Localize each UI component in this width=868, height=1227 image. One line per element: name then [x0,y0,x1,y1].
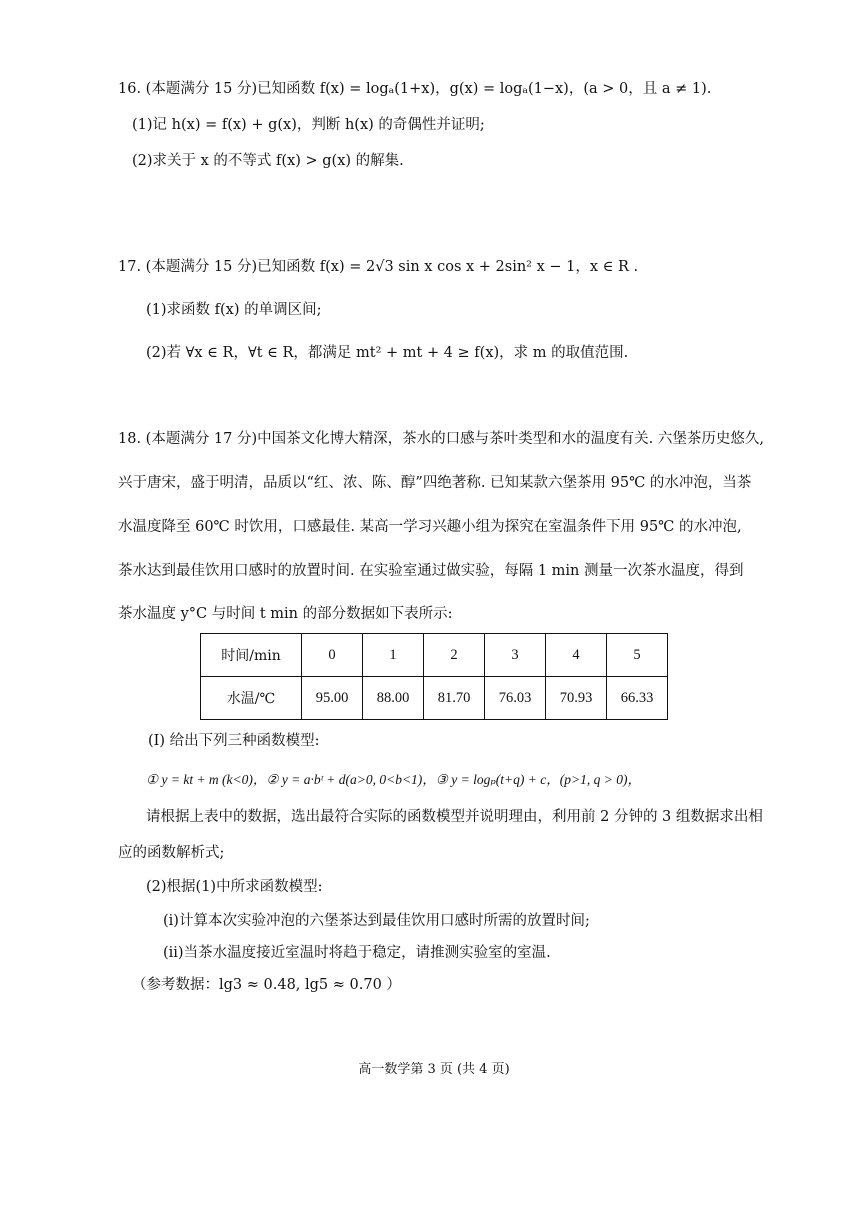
q18-line2: 兴于唐宋，盛于明清，品质以“红、浓、陈、醇”四绝著称. 已知某款六堡茶用 95℃ 的水冲泡，当茶 [118,475,752,491]
q16-part2: (2)求关于 x 的不等式 f(x) > g(x) 的解集. [132,153,404,169]
q18-line5: 茶水温度 y°C 与时间 t min 的部分数据如下表所示: [118,606,453,622]
table-row-time [201,634,668,677]
table-cell: 3 [485,634,546,677]
table-cell: 4 [546,634,607,677]
q18-models: ① y = kt + m (k<0)，② y = a·bᵗ + d(a>0, 0<b<1)，③ y = logₚ(t+q) + c，(p>1, q > 0)， [146,772,641,787]
table-cell: 88.00 [363,677,424,720]
q18-line4: 茶水达到最佳饮用口感时的放置时间. 在实验室通过做实验，每隔 1 min 测量一次茶水温度，得到 [118,563,744,579]
q17-part2: (2)若 ∀x ∈ R，∀t ∈ R，都满足 mt² + mt + 4 ≥ f(x)，求 m 的取值范围. [146,345,629,361]
table-cell: 66.33 [607,677,668,720]
table-cell: 1 [363,634,424,677]
table-cell: 76.03 [485,677,546,720]
table-cell: 2 [424,634,485,677]
q18-sub3ii: (ii)当茶水温度接近室温时将趋于稳定，请推测实验室的室温. [163,945,551,961]
temperature-table [200,633,668,720]
table-cell: 0 [302,634,363,677]
table-cell: 81.70 [424,677,485,720]
table-row-temp [201,677,668,720]
q16-part1: (1)记 h(x) = f(x) + g(x)，判断 h(x) 的奇偶性并证明; [132,117,485,133]
q18-line1: 18. (本题满分 17 分)中国茶文化博大精深，茶水的口感与茶叶类型和水的温度有关. 六堡茶历史悠久, [118,431,764,447]
q18-reference-data: （参考数据：lg3 ≈ 0.48, lg5 ≈ 0.70 ） [132,977,401,993]
q16-title: 16. (本题满分 15 分)已知函数 f(x) = logₐ(1+x)，g(x) = logₐ(1−x)，(a > 0，且 a ≠ 1). [118,81,712,97]
page-footer: 高一数学第 3 页 (共 4 页) [358,1062,510,1077]
q18-sub2b: 应的函数解析式; [118,845,225,861]
q18-sub3i: (i)计算本次实验冲泡的六堡茶达到最佳饮用口感时所需的放置时间; [163,913,590,929]
q18-sub1: (I) 给出下列三种函数模型: [148,733,320,749]
table-cell: 95.00 [302,677,363,720]
table-header-temp: 水温/℃ [201,677,302,720]
q18-line3: 水温度降至 60℃ 时饮用，口感最佳. 某高一学习兴趣小组为探究在室温条件下用 95℃ 的水冲泡, [118,519,742,535]
table-cell: 70.93 [546,677,607,720]
table-header-time: 时间/min [201,634,302,677]
q17-part1: (1)求函数 f(x) 的单调区间; [146,302,322,318]
q17-title: 17. (本题满分 15 分)已知函数 f(x) = 2√3 sin x cos x + 2sin² x − 1，x ∈ R . [118,259,639,275]
q18-sub3: (2)根据(1)中所求函数模型: [146,879,323,895]
q18-sub2a: 请根据上表中的数据，选出最符合实际的函数模型并说明理由，利用前 2 分钟的 3 组数据求出相 [146,809,763,825]
table-cell: 5 [607,634,668,677]
